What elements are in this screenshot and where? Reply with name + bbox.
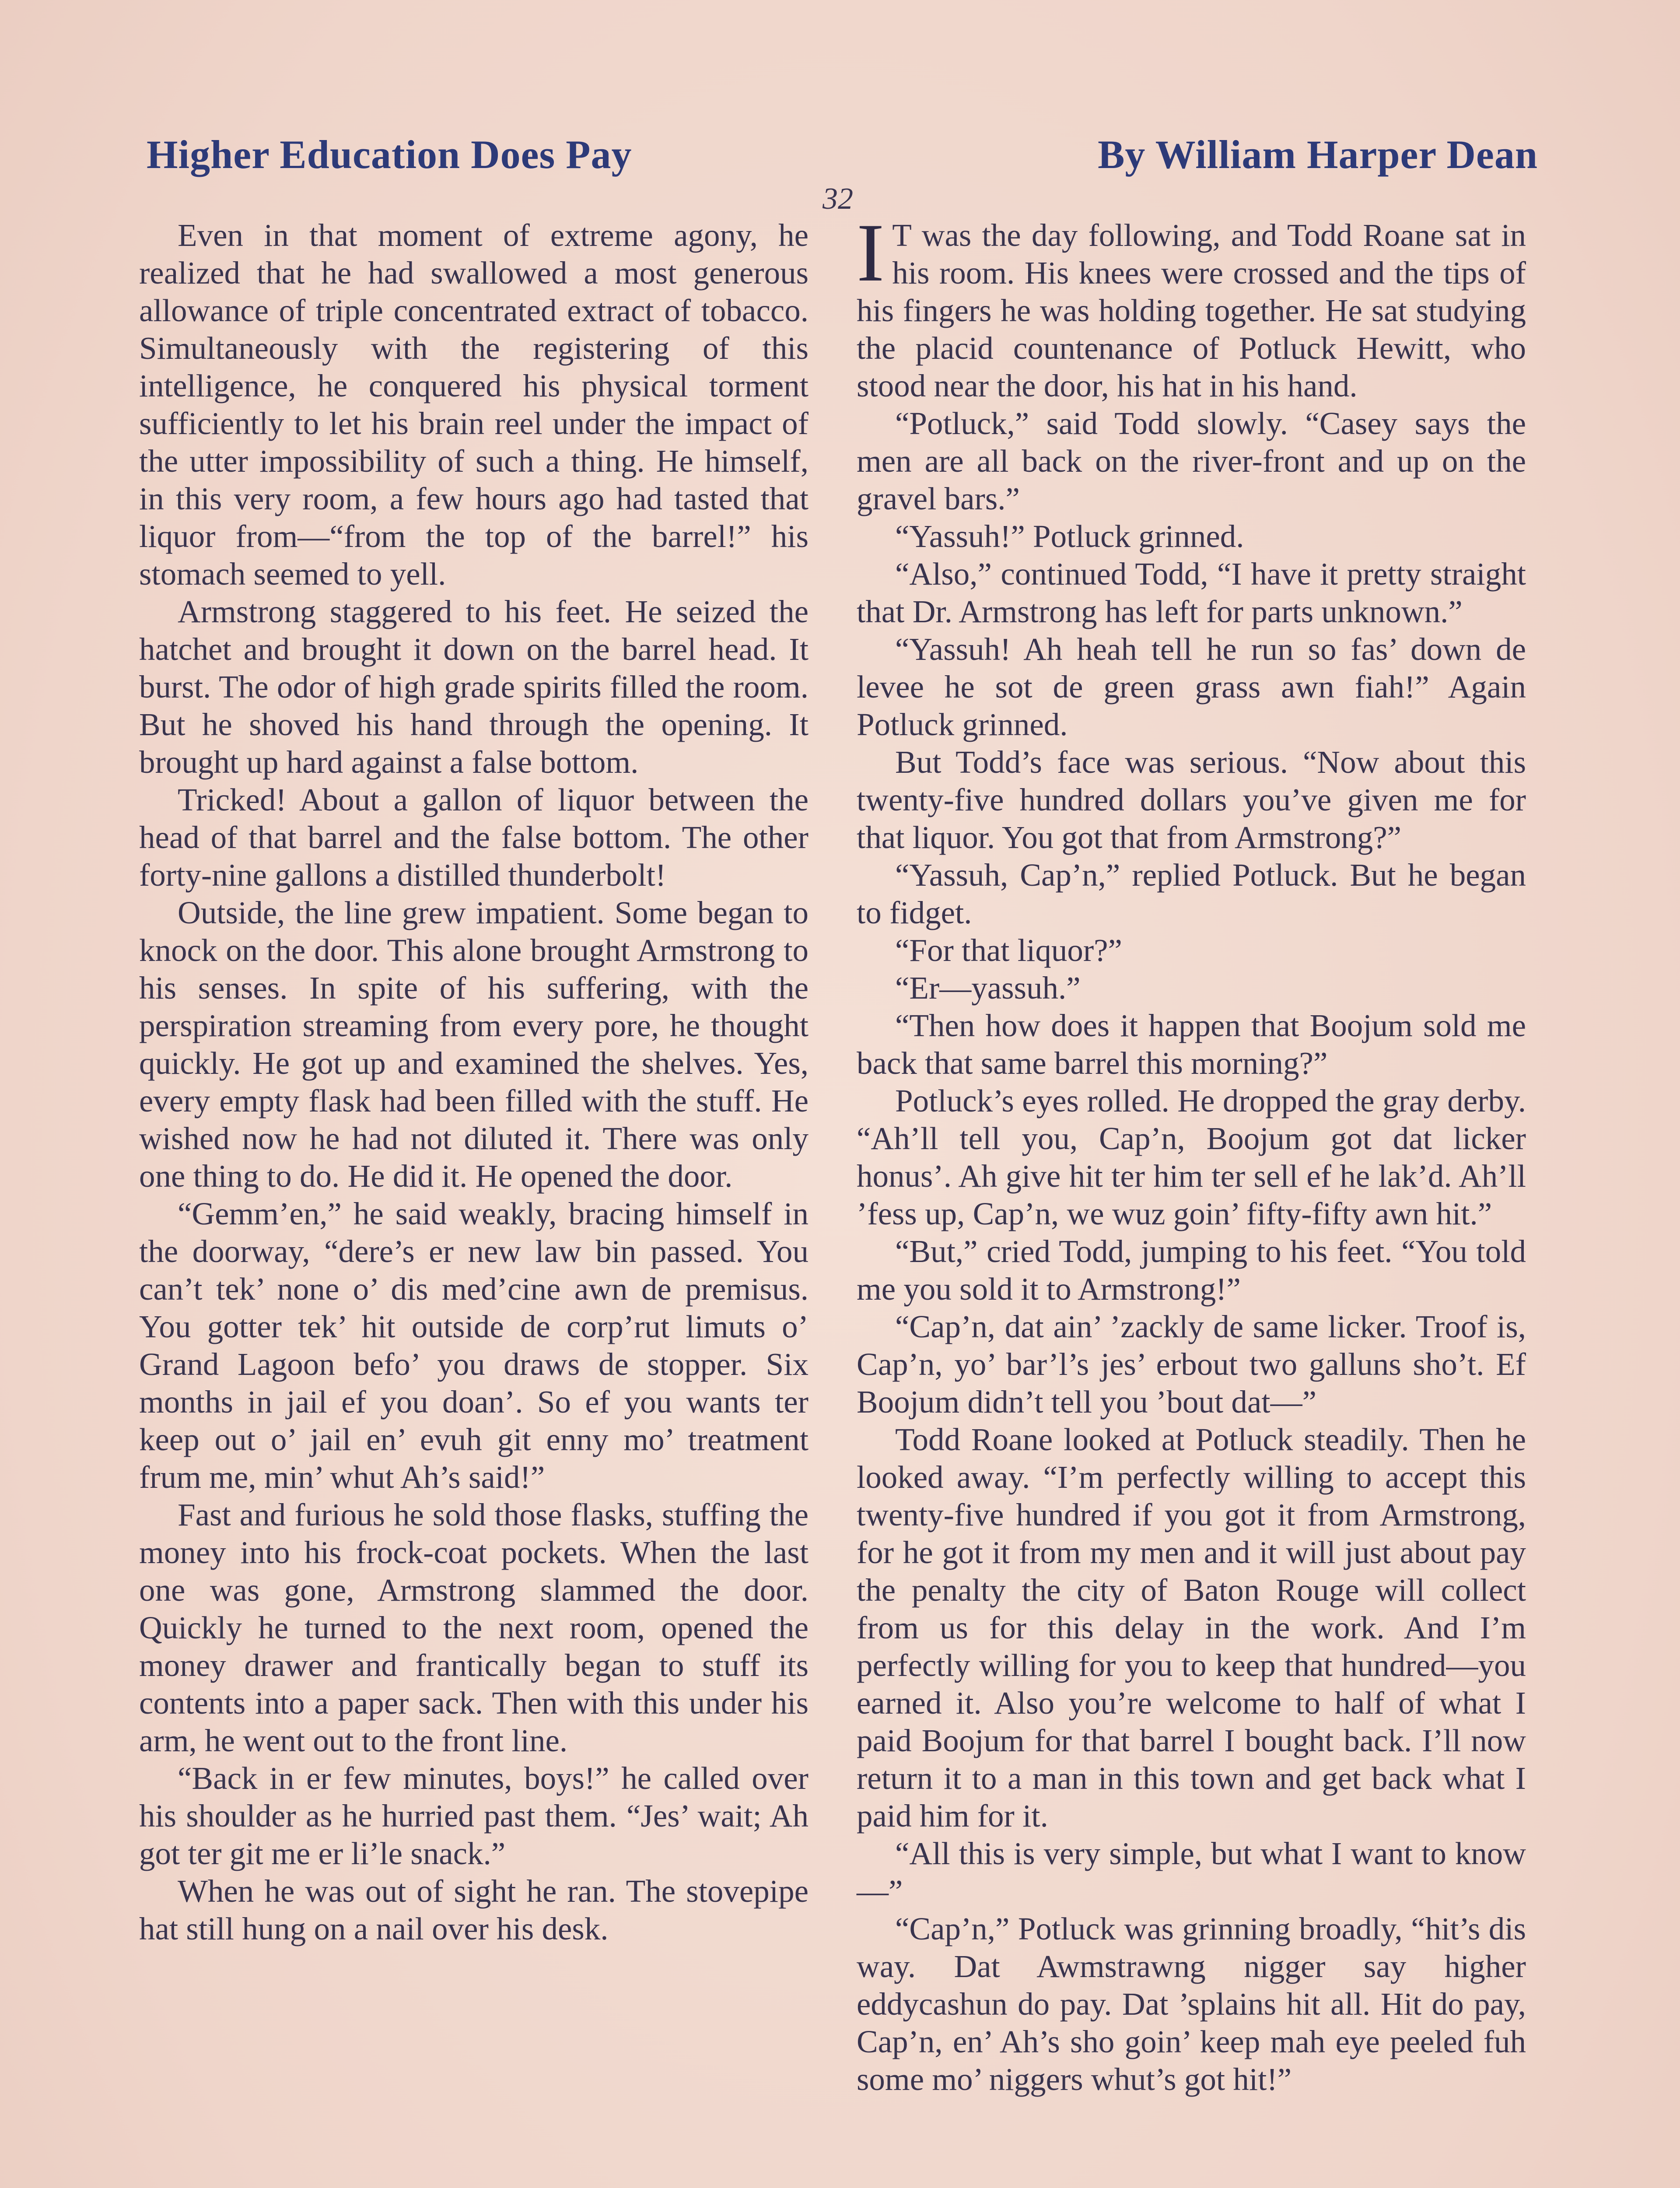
- paragraph: “For that liquor?”: [895, 933, 1122, 968]
- right-text-column: [857, 207, 1526, 2098]
- paragraph: But Todd’s face was serious. “Now about this twenty-five hundred dollars you’ve given me for that liquor. You got that from Armstrong?”: [857, 744, 1526, 855]
- paragraph: Even in that moment of extreme agony, he realized that he had swallowed a most generous allowance of triple concentrated extract of tobacco. Simultaneously with the registering of this intelligence, he conquered his physical torment sufficiently to let his brain reel under the impact of the utter impossibility of such a thing. He himself, in this very room, a few hours ago had tasted that liquor from—“from the top of the barrel!” his stomach seemed to yell.: [139, 217, 808, 592]
- paragraph: “Yassuh, Cap’n,” replied Potluck. But he began to fidget.: [857, 857, 1526, 930]
- paragraph: Outside, the line grew impatient. Some began to knock on the door. This alone brought Armstrong to his senses. In spite of his suffering, with the perspiration streaming from every pore, he thought quickly. He got up and examined the shelves. Yes, every empty flask had been filled with the stuff. He wished now he had not diluted it. There was only one thing to do. He did it. He opened the door.: [139, 895, 808, 1194]
- paragraph: Potluck’s eyes rolled. He dropped the gray derby. “Ah’ll tell you, Cap’n, Boojum got dat licker honus’. Ah give hit ter him ter sell ef he lak’d. Ah’ll ’fess up, Cap’n, we wuz goin’ fifty-fifty awn hit.”: [857, 1083, 1526, 1231]
- paragraph: When he was out of sight he ran. The stovepipe hat still hung on a nail over his desk.: [139, 1873, 808, 1946]
- opening-paragraph-text: T was the day following, and Todd Roane sat in his room. His knees were crossed and the tips of his fingers he was holding together. He sat studying the placid countenance of Potluck Hewitt, who stood near the door, his hat in his hand.: [857, 217, 1526, 403]
- drop-cap: I: [857, 207, 885, 299]
- paragraph: “But,” cried Todd, jumping to his feet. “You told me you sold it to Armstrong!”: [857, 1234, 1526, 1307]
- paragraph: “Er—yassuh.”: [895, 970, 1081, 1006]
- paragraph: “Back in er few minutes, boys!” he called over his shoulder as he hurried past them. “Jes’ wait; Ah got ter git me er li’le snack.”: [139, 1760, 808, 1871]
- author-byline: By William Harper Dean: [1098, 132, 1538, 177]
- paragraph: “Also,” continued Todd, “I have it pretty straight that Dr. Armstrong has left for parts unknown.”: [857, 556, 1526, 629]
- paragraph: “All this is very simple, but what I want to know—”: [857, 1836, 1526, 1909]
- paragraph: Armstrong staggered to his feet. He seized the hatchet and brought it down on the barrel head. It burst. The odor of high grade spirits filled the room. But he shoved his hand through the opening. It brought up hard against a false bottom.: [139, 594, 808, 780]
- story-title: Higher Education Does Pay: [147, 132, 632, 177]
- paragraph: Fast and furious he sold those flasks, stuffing the money into his frock-coat pockets. When the last one was gone, Armstrong slammed the door. Quickly he turned to the next room, opened the money drawer and frantically began to stuff its contents into a paper sack. Then with this under his arm, he went out to the front line.: [139, 1497, 808, 1758]
- paragraph: “Yassuh!” Potluck grinned.: [895, 519, 1244, 554]
- paragraph: Todd Roane looked at Potluck steadily. Then he looked away. “I’m perfectly willing to accept this twenty-five hundred if you got it from Armstrong, for he got it from my men and it will just about pay the penalty the city of Baton Rouge will collect from us for this delay in the work. And I’m perfectly willing for you to keep that hundred—you earned it. Also you’re welcome to half of what I paid Boojum for that barrel I bought back. I’ll now return it to a man in this town and get back what I paid him for it.: [857, 1422, 1526, 1834]
- paragraph: “Then how does it happen that Boojum sold me back that same barrel this morning?”: [857, 1008, 1526, 1081]
- paragraph: “Cap’n, dat ain’ ’zackly de same licker. Troof is, Cap’n, yo’ bar’l’s jes’ erbout two galluns sho’t. Ef Boojum didn’t tell you ’bout dat—”: [857, 1309, 1526, 1420]
- paragraph: “Gemm’en,” he said weakly, bracing himself in the doorway, “dere’s er new law bin passed. You can’t tek’ none o’ dis med’cine awn de premisus. You gotter tek’ hit outside de corp’rut limuts o’ Grand Lagoon befo’ you draws de stopper. Six months in jail ef you doan’. So ef you wants ter keep out o’ jail en’ evuh git enny mo’ treatment frum me, min’ whut Ah’s said!”: [139, 1196, 808, 1495]
- opening-paragraph: [857, 207, 1526, 405]
- left-text-column: [139, 217, 808, 1948]
- paragraph: “Cap’n,” Potluck was grinning broadly, “hit’s dis way. Dat Awmstrawng nigger say higher eddycashun do pay. Dat ’splains hit all. Hit do pay, Cap’n, en’ Ah’s sho goin’ keep mah eye peeled fuh some mo’ niggers whut’s got hit!”: [857, 1911, 1526, 2097]
- paragraph: Tricked! About a gallon of liquor between the head of that barrel and the false bottom. The other forty-nine gallons a distilled thunderbolt!: [139, 782, 808, 893]
- paragraph: “Yassuh! Ah heah tell he run so fas’ down de levee he sot de green grass awn fiah!” Again Potluck grinned.: [857, 631, 1526, 742]
- paragraph: “Potluck,” said Todd slowly. “Casey says the men are all back on the river-front and up on the gravel bars.”: [857, 406, 1526, 516]
- page-number: 32: [822, 182, 853, 216]
